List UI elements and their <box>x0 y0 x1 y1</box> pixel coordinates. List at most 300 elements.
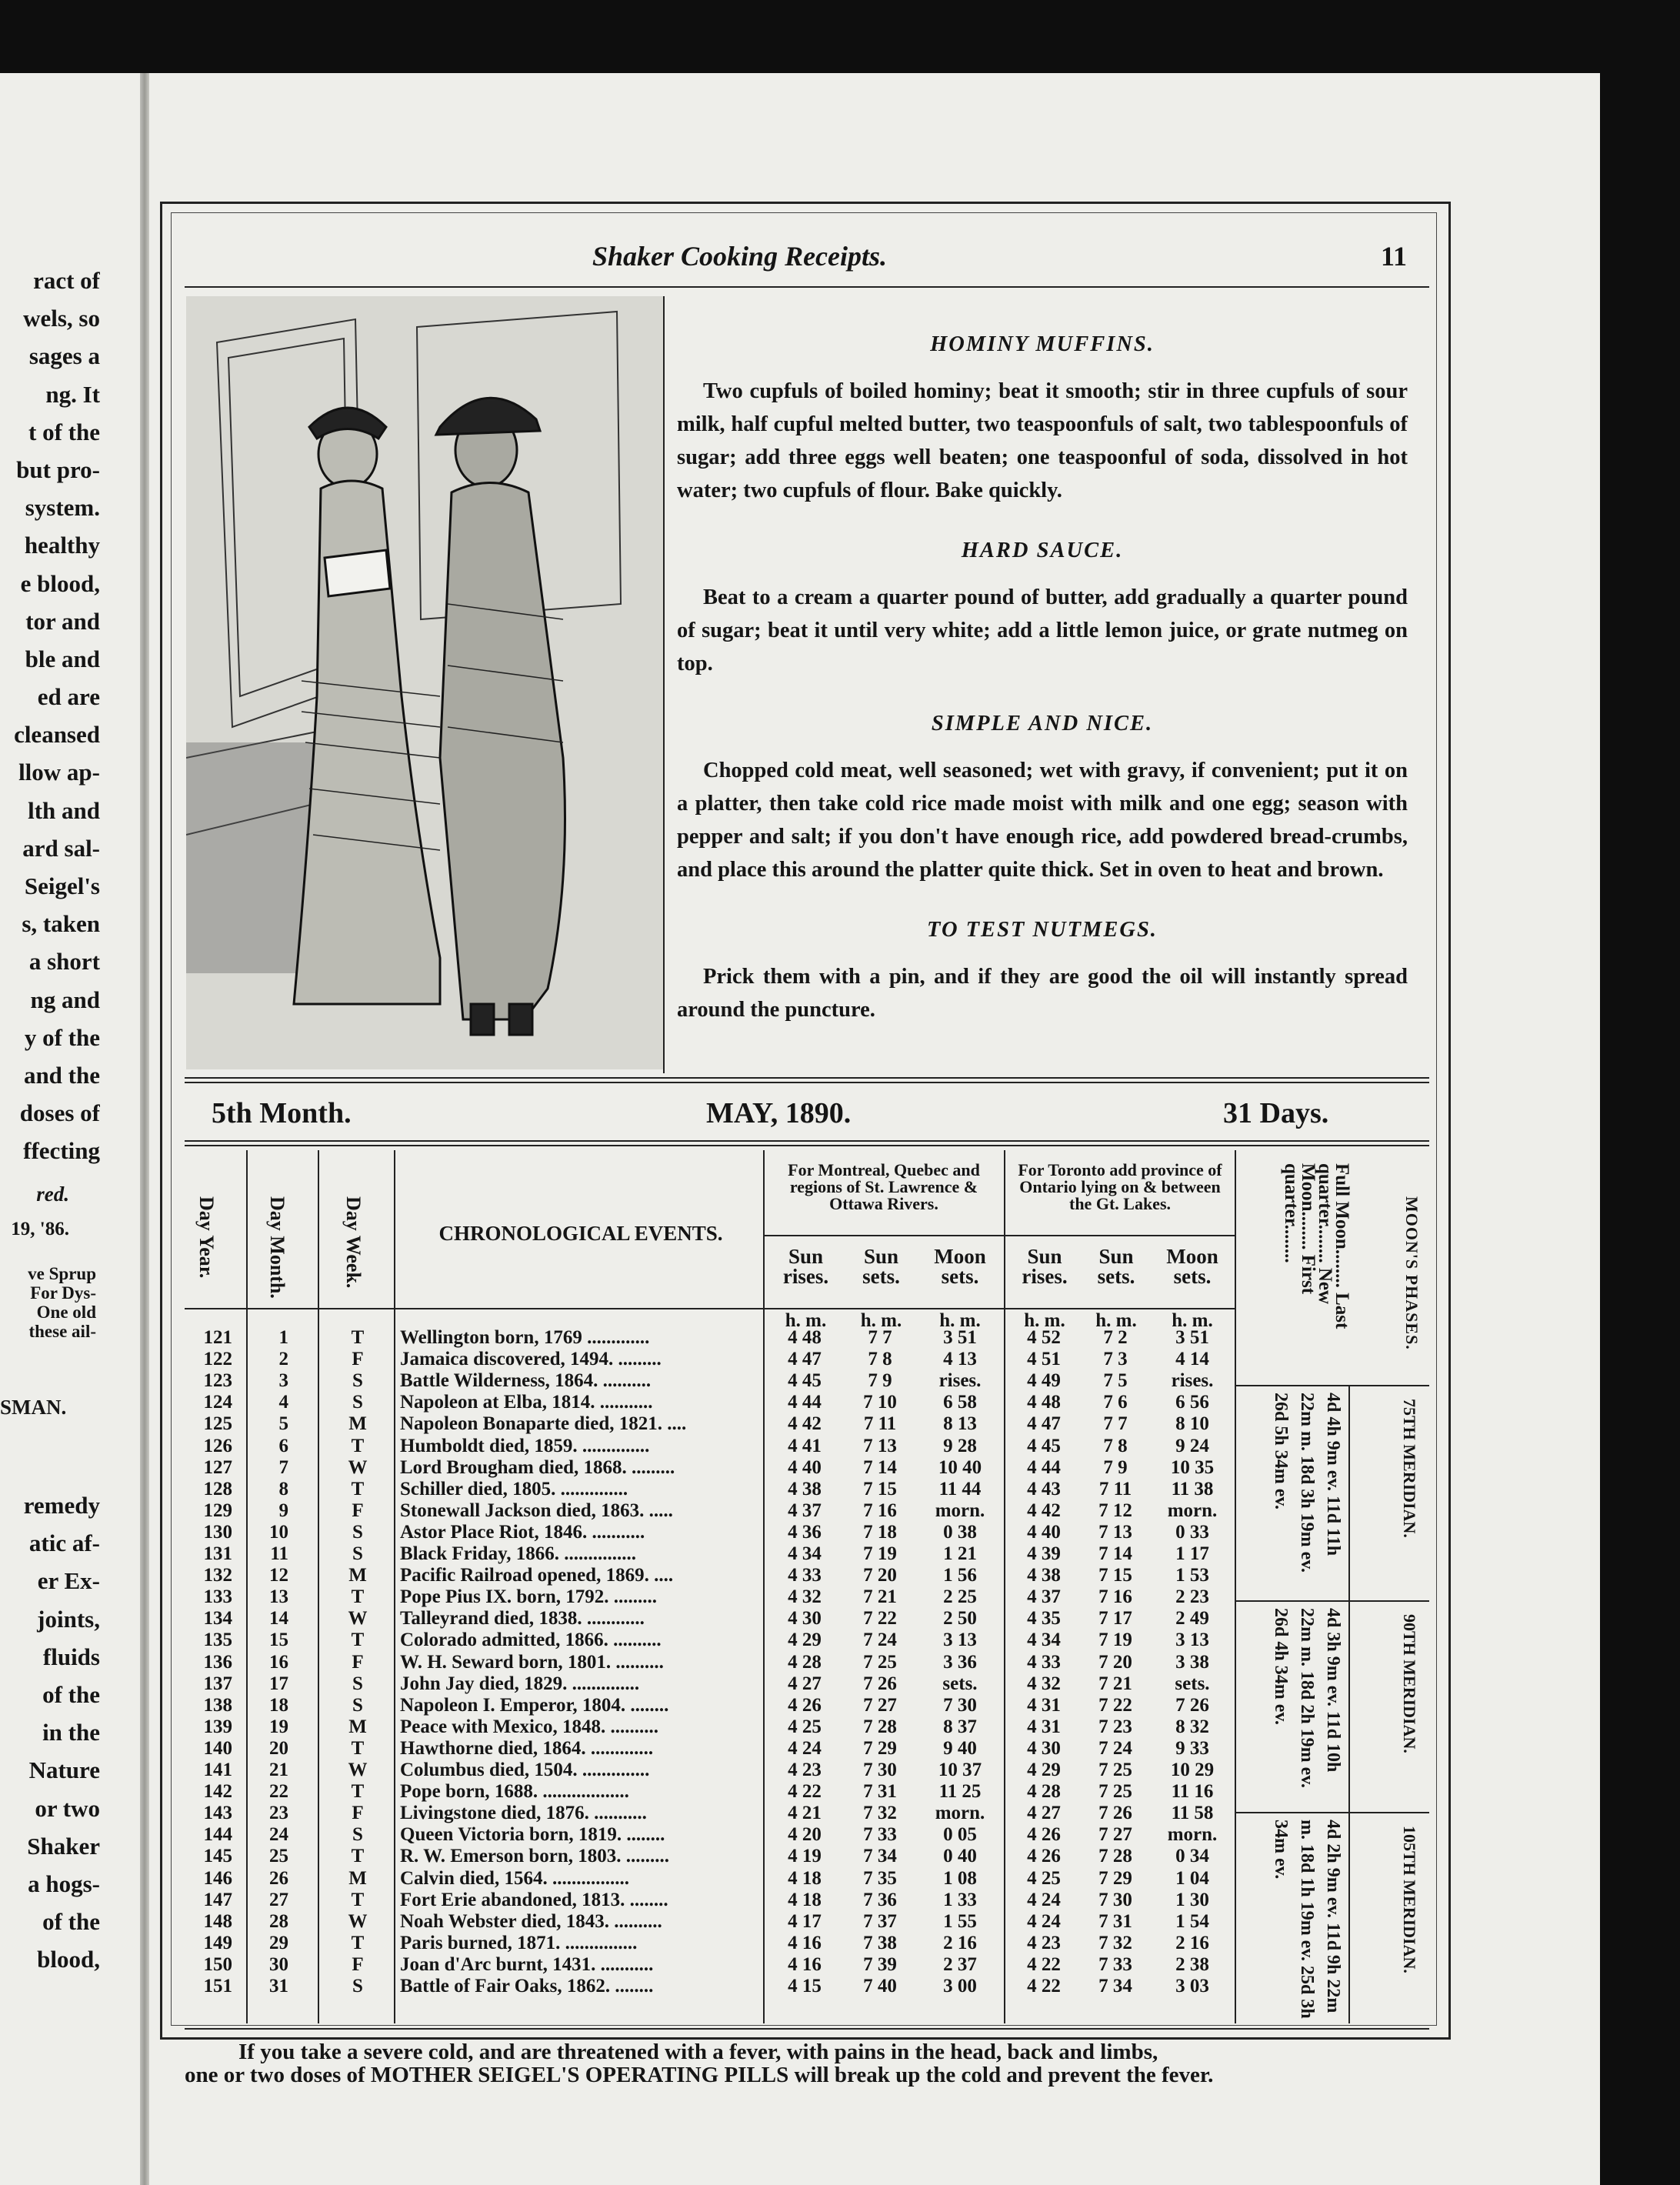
cell-event: Colorado admitted, 1866. .......... <box>400 1630 662 1651</box>
cell-sun-sets-montreal: 7 28 <box>863 1716 897 1737</box>
cell-sun-rises-montreal: 4 18 <box>788 1889 822 1910</box>
cell-day-week: S <box>352 1392 363 1413</box>
cell-sun-rises-toronto: 4 24 <box>1027 1889 1061 1910</box>
hm-5: h. m. <box>1095 1310 1137 1331</box>
cell-sun-sets-toronto: 7 7 <box>1103 1413 1128 1435</box>
cell-moon-sets-montreal: 11 44 <box>938 1478 982 1499</box>
cell-day-week: S <box>352 1694 363 1716</box>
cell-day-year: 150 <box>203 1953 232 1975</box>
cell-day-year: 133 <box>203 1586 232 1608</box>
rule-c1 <box>246 1150 248 2023</box>
cell-event: Paris burned, 1871. ............... <box>400 1932 638 1953</box>
cell-moon-sets-toronto: morn. <box>1167 1499 1218 1521</box>
cell-sun-sets-toronto: 7 2 <box>1103 1327 1128 1348</box>
left-fragment-line: healthy <box>24 532 100 559</box>
cell-day-week: M <box>348 1565 367 1586</box>
rule-c6 <box>1235 1150 1236 2023</box>
cell-sun-sets-toronto: 7 14 <box>1098 1543 1132 1564</box>
cell-sun-sets-toronto: 7 3 <box>1103 1349 1128 1370</box>
cell-moon-sets-montreal: 0 38 <box>943 1521 977 1543</box>
left-fragment-line: a short <box>28 948 100 976</box>
cell-day-year: 146 <box>203 1867 232 1889</box>
cell-moon-sets-montreal: 2 16 <box>943 1932 977 1953</box>
phases-labels: Full Moon........ Last quarter........ New Moon........ First quarter........ <box>1281 1163 1352 1329</box>
cell-sun-rises-montreal: 4 28 <box>788 1651 822 1673</box>
cell-day-year: 144 <box>203 1824 232 1846</box>
cell-sun-rises-toronto: 4 48 <box>1027 1392 1061 1413</box>
cell-day-year: 151 <box>203 1976 232 1997</box>
hm-2: h. m. <box>860 1310 902 1331</box>
cell-event: Calvin died, 1564. ................ <box>400 1867 629 1889</box>
rule-c5 <box>1004 1150 1005 2023</box>
cell-sun-rises-montreal: 4 33 <box>788 1565 822 1586</box>
left-fragment-line: y of the <box>24 1023 100 1051</box>
header-sun-sets-m: Sun sets. <box>862 1245 900 1288</box>
cell-event: Pacific Railroad opened, 1869. .... <box>400 1565 674 1586</box>
left-note-line: For Dys- <box>30 1283 96 1303</box>
cell-sun-rises-montreal: 4 19 <box>788 1846 822 1867</box>
cell-sun-rises-toronto: 4 49 <box>1027 1370 1061 1392</box>
cell-moon-sets-toronto: 0 33 <box>1175 1521 1209 1543</box>
recipe-title: TO TEST NUTMEGS. <box>927 918 1158 942</box>
cell-day-week: F <box>352 1803 364 1824</box>
recipe-text: Prick them with a pin, and if they are good the oil will instantly spread around the puncture. <box>677 965 1408 1022</box>
cell-day-month: 29 <box>269 1932 288 1953</box>
cell-day-week: T <box>351 1846 365 1867</box>
cell-day-week: W <box>348 1456 368 1478</box>
cell-day-month: 1 <box>278 1327 288 1348</box>
cell-sun-sets-toronto: 7 24 <box>1098 1737 1132 1759</box>
cell-sun-sets-montreal: 7 33 <box>863 1824 897 1846</box>
cell-moon-sets-montreal: 3 51 <box>943 1327 977 1348</box>
cell-moon-sets-montreal: 1 08 <box>943 1867 977 1889</box>
cell-sun-sets-toronto: 7 25 <box>1098 1781 1132 1803</box>
cell-sun-sets-toronto: 7 23 <box>1098 1716 1132 1737</box>
cell-sun-sets-montreal: 7 37 <box>863 1910 897 1932</box>
cell-sun-rises-montreal: 4 16 <box>788 1932 822 1953</box>
cell-sun-sets-montreal: 7 31 <box>863 1781 897 1803</box>
recipe-title: HOMINY MUFFINS. <box>930 332 1155 356</box>
header-sun-sets-t: Sun sets. <box>1097 1245 1135 1288</box>
cell-sun-rises-montreal: 4 42 <box>788 1413 822 1435</box>
cell-sun-rises-montreal: 4 41 <box>788 1435 822 1456</box>
cell-sun-sets-toronto: 7 11 <box>1098 1478 1132 1499</box>
cell-day-month: 5 <box>278 1413 288 1435</box>
left-fragment-line: ed are <box>37 683 100 711</box>
left-page-fragment <box>0 262 100 1170</box>
left-note-2: 19, '86. <box>11 1219 69 1239</box>
cell-event: Jamaica discovered, 1494. ......... <box>400 1349 662 1370</box>
cell-day-week: M <box>348 1867 367 1889</box>
cell-day-month: 3 <box>278 1370 288 1392</box>
left-fragment-line: fluids <box>42 1643 100 1670</box>
cell-sun-sets-toronto: 7 28 <box>1098 1846 1132 1867</box>
cell-sun-rises-montreal: 4 38 <box>788 1478 822 1499</box>
cell-sun-sets-toronto: 7 34 <box>1098 1976 1132 1997</box>
cell-sun-rises-montreal: 4 15 <box>788 1976 822 1997</box>
left-fragment-line: lth and <box>28 796 100 824</box>
left-fragment-line: er Ex- <box>37 1567 100 1595</box>
cell-day-month: 16 <box>269 1651 288 1673</box>
header-sun-rises-m: Sun rises. <box>782 1245 829 1288</box>
cell-sun-rises-toronto: 4 35 <box>1027 1608 1061 1630</box>
month-year: MAY, 1890. <box>706 1097 852 1129</box>
cell-day-month: 31 <box>269 1976 288 1997</box>
recipes-column <box>677 327 1408 1052</box>
left-fragment-line: t of the <box>28 418 100 445</box>
cell-sun-rises-toronto: 4 32 <box>1027 1673 1061 1694</box>
cell-day-month: 26 <box>269 1867 288 1889</box>
cell-day-week: F <box>352 1953 364 1975</box>
cell-day-month: 10 <box>269 1521 288 1543</box>
left-fragment-line: a hogs- <box>28 1870 100 1897</box>
hm-6: h. m. <box>1172 1310 1213 1331</box>
left-fragment-line: s, taken <box>22 910 100 938</box>
footer-notice <box>185 2040 1446 2087</box>
left-note-line: these ail- <box>28 1322 96 1341</box>
cell-day-week: T <box>351 1327 365 1348</box>
cell-moon-sets-toronto: 9 24 <box>1175 1435 1209 1456</box>
cell-day-year: 128 <box>203 1478 232 1499</box>
cell-sun-rises-toronto: 4 29 <box>1027 1760 1061 1780</box>
meridian-90-name: 90TH MERIDIAN. <box>1400 1614 1419 1753</box>
cell-sun-rises-montreal: 4 36 <box>788 1521 822 1543</box>
cell-moon-sets-toronto: morn. <box>1167 1824 1218 1846</box>
cell-sun-rises-toronto: 4 44 <box>1027 1456 1061 1478</box>
left-fragment-line: remedy <box>23 1492 100 1519</box>
cell-moon-sets-toronto: 2 38 <box>1175 1953 1209 1975</box>
cell-day-year: 134 <box>203 1608 232 1630</box>
cell-day-year: 123 <box>203 1370 232 1392</box>
cell-day-year: 125 <box>203 1413 232 1435</box>
cell-event: Hawthorne died, 1864. ............. <box>400 1737 654 1759</box>
cell-day-week: S <box>352 1673 363 1694</box>
cell-moon-sets-montreal: 1 33 <box>943 1889 977 1910</box>
cell-moon-sets-montreal: 2 25 <box>943 1586 977 1608</box>
cell-moon-sets-montreal: 0 40 <box>943 1846 977 1867</box>
cell-day-week: T <box>351 1932 365 1953</box>
cell-moon-sets-montreal: 9 28 <box>943 1435 977 1456</box>
cell-moon-sets-montreal: 3 36 <box>943 1651 977 1673</box>
cell-moon-sets-toronto: 2 49 <box>1175 1608 1209 1630</box>
cell-sun-rises-toronto: 4 23 <box>1027 1932 1061 1953</box>
cell-sun-rises-toronto: 4 47 <box>1027 1413 1061 1435</box>
rule-c7 <box>1348 1385 1350 2023</box>
left-fragment-line: Nature <box>28 1756 100 1784</box>
left-fragment-line: but pro- <box>16 455 100 483</box>
cell-sun-rises-montreal: 4 18 <box>788 1867 822 1889</box>
left-fragment-line: ract of <box>33 267 100 294</box>
cell-moon-sets-toronto: 7 26 <box>1175 1694 1209 1716</box>
illustration-couple-at-window <box>186 296 663 1069</box>
cell-event: Battle Wilderness, 1864. .......... <box>400 1370 652 1392</box>
cell-sun-sets-toronto: 7 5 <box>1103 1370 1128 1392</box>
left-fragment-line: sages a <box>28 342 100 370</box>
cell-day-week: F <box>352 1499 364 1521</box>
cell-sun-sets-toronto: 7 27 <box>1098 1824 1132 1846</box>
cell-sun-sets-montreal: 7 32 <box>863 1803 897 1824</box>
cell-sun-rises-toronto: 4 27 <box>1027 1803 1061 1824</box>
cell-day-month: 22 <box>269 1781 288 1803</box>
hm-4: h. m. <box>1024 1310 1065 1331</box>
cell-sun-rises-montreal: 4 45 <box>788 1370 822 1392</box>
table-bottom-rule <box>185 2028 1429 2030</box>
cell-sun-rises-montreal: 4 30 <box>788 1608 822 1630</box>
cell-sun-sets-montreal: 7 35 <box>863 1867 897 1889</box>
cell-sun-sets-toronto: 7 17 <box>1098 1608 1132 1630</box>
cell-day-year: 135 <box>203 1630 232 1651</box>
header-sun-rises-t: Sun rises. <box>1022 1245 1068 1288</box>
left-fragment-line: Seigel's <box>24 872 100 899</box>
header-montreal: For Montreal, Quebec and regions of St. Lawrence & Ottawa Rivers. <box>788 1160 980 1213</box>
left-fragment-line: Shaker <box>27 1832 100 1860</box>
cell-day-year: 124 <box>203 1392 232 1413</box>
cell-day-year: 143 <box>203 1803 232 1824</box>
cell-day-week: W <box>348 1608 368 1630</box>
cell-event: Pope born, 1688. .................. <box>400 1781 629 1803</box>
cell-sun-sets-montreal: 7 34 <box>863 1846 897 1867</box>
header-moon-sets-m: Moon sets. <box>934 1245 986 1288</box>
cell-sun-rises-toronto: 4 31 <box>1027 1716 1061 1737</box>
cell-moon-sets-toronto: 1 04 <box>1175 1867 1209 1889</box>
cell-sun-rises-montreal: 4 26 <box>788 1694 822 1716</box>
cell-sun-rises-toronto: 4 26 <box>1027 1824 1061 1846</box>
cell-sun-rises-toronto: 4 43 <box>1027 1478 1061 1499</box>
cell-sun-rises-toronto: 4 40 <box>1027 1521 1061 1543</box>
cell-sun-sets-toronto: 7 12 <box>1098 1499 1132 1521</box>
cell-moon-sets-toronto: 3 13 <box>1175 1630 1209 1651</box>
cell-sun-rises-montreal: 4 20 <box>788 1824 822 1846</box>
cell-moon-sets-toronto: 2 23 <box>1175 1586 1209 1608</box>
cell-moon-sets-toronto: 11 38 <box>1171 1478 1214 1499</box>
cell-sun-rises-montreal: 4 37 <box>788 1499 822 1521</box>
cell-sun-rises-toronto: 4 28 <box>1027 1781 1061 1803</box>
cell-event: Battle of Fair Oaks, 1862. ........ <box>400 1976 654 1997</box>
cell-sun-sets-montreal: 7 38 <box>863 1932 897 1953</box>
cell-event: R. W. Emerson born, 1803. ......... <box>400 1846 670 1867</box>
cell-sun-sets-toronto: 7 15 <box>1098 1565 1132 1586</box>
cell-sun-sets-toronto: 7 33 <box>1098 1953 1132 1975</box>
month-days: 31 Days. <box>1223 1097 1329 1129</box>
hm-1: h. m. <box>785 1310 827 1331</box>
cell-sun-rises-montreal: 4 17 <box>788 1910 822 1932</box>
cell-sun-rises-toronto: 4 51 <box>1027 1349 1061 1370</box>
cell-day-month: 14 <box>269 1608 288 1630</box>
rule-head <box>185 1308 1235 1309</box>
cell-sun-sets-montreal: 7 18 <box>863 1521 897 1543</box>
left-fragment-line: and the <box>23 1061 100 1089</box>
rule-sub <box>763 1235 1235 1236</box>
cell-sun-rises-toronto: 4 31 <box>1027 1694 1061 1716</box>
cell-day-year: 126 <box>203 1435 232 1456</box>
cell-day-week: W <box>348 1910 368 1932</box>
cell-day-week: S <box>352 1976 363 1997</box>
month-rule-bottom-2 <box>185 1145 1429 1146</box>
left-fragment-line: e blood, <box>20 569 100 597</box>
cell-moon-sets-montreal: 11 25 <box>938 1781 982 1803</box>
cell-sun-sets-toronto: 7 8 <box>1103 1435 1128 1456</box>
cell-moon-sets-toronto: 3 38 <box>1175 1651 1209 1673</box>
recipe-text: Chopped cold meat, well seasoned; wet with gravy, if convenient; put it on a platter, then take cold rice made moist with milk and one egg; season with pepper and salt; if you don't have enough rice, add powdered bread-crumbs, and place this around the platter quite thick. Set in oven to heat and brown. <box>677 759 1408 882</box>
cell-event: W. H. Seward born, 1801. .......... <box>400 1651 664 1673</box>
meridian-75-values: 4d 4h 9m ev. 11d 11h 22m m. 18d 3h 19m ev. 26d 5h 34m ev. <box>1271 1393 1343 1573</box>
cell-day-year: 139 <box>203 1716 232 1737</box>
cell-moon-sets-toronto: 3 51 <box>1175 1327 1209 1348</box>
meridian-75-name: 75TH MERIDIAN. <box>1400 1399 1419 1538</box>
cell-sun-sets-montreal: 7 26 <box>863 1673 897 1694</box>
left-fragment-line: or two <box>35 1794 100 1822</box>
left-fragment-line: system. <box>25 494 100 522</box>
cell-day-month: 8 <box>278 1478 288 1499</box>
rule-merid-3 <box>1235 1812 1429 1813</box>
left-fragment-line: ng and <box>30 986 100 1013</box>
cell-event: John Jay died, 1829. .............. <box>400 1673 640 1694</box>
header-moon-sets-t: Moon sets. <box>1166 1245 1218 1288</box>
cell-day-week: S <box>352 1543 363 1564</box>
cell-moon-sets-toronto: 10 35 <box>1170 1456 1215 1478</box>
cell-sun-sets-toronto: 7 31 <box>1098 1910 1132 1932</box>
cell-sun-sets-montreal: 7 15 <box>863 1478 897 1499</box>
rule-c3 <box>394 1150 395 2023</box>
cell-sun-sets-montreal: 7 8 <box>868 1349 892 1370</box>
cell-moon-sets-toronto: 1 30 <box>1175 1889 1209 1910</box>
cell-sun-rises-toronto: 4 45 <box>1027 1435 1061 1456</box>
cell-day-week: T <box>351 1435 365 1456</box>
cell-sun-rises-toronto: 4 33 <box>1027 1651 1061 1673</box>
head-rule <box>185 286 1429 288</box>
cell-day-week: S <box>352 1521 363 1543</box>
cell-moon-sets-toronto: 6 56 <box>1175 1392 1209 1413</box>
cell-sun-rises-montreal: 4 48 <box>788 1327 822 1348</box>
cell-moon-sets-toronto: 4 14 <box>1175 1349 1209 1370</box>
footer-line-2: one or two doses of MOTHER SEIGEL'S OPERATING PILLS will break up the cold and prevent the fever. <box>185 2063 1214 2087</box>
cell-day-month: 25 <box>269 1846 288 1867</box>
recipe-text: Beat to a cream a quarter pound of butter, add gradually a quarter pound of sugar; beat it until very white; add a little lemon juice, or grate nutmeg on top. <box>677 585 1408 676</box>
cell-sun-rises-montreal: 4 16 <box>788 1953 822 1975</box>
cell-sun-sets-montreal: 7 13 <box>863 1435 897 1456</box>
cell-day-year: 130 <box>203 1521 232 1543</box>
cell-moon-sets-toronto: 2 16 <box>1175 1932 1209 1953</box>
meridian-90-values: 4d 3h 9m ev. 11d 10h 22m m. 18d 2h 19m ev. 26d 4h 34m ev. <box>1271 1608 1343 1788</box>
cell-day-week: T <box>351 1478 365 1499</box>
page-gutter <box>140 73 149 2185</box>
cell-moon-sets-montreal: rises. <box>938 1370 982 1392</box>
cell-event: Napoleon at Elba, 1814. ........... <box>400 1392 653 1413</box>
cell-sun-sets-toronto: 7 21 <box>1098 1673 1132 1694</box>
cell-event: Napoleon I. Emperor, 1804. ........ <box>400 1694 669 1716</box>
cell-event: Black Friday, 1866. ............... <box>400 1543 636 1564</box>
header-events: CHRONOLOGICAL EVENTS. <box>438 1222 723 1245</box>
cell-day-year: 148 <box>203 1910 232 1932</box>
cell-day-month: 17 <box>269 1673 288 1694</box>
cell-sun-sets-montreal: 7 25 <box>863 1651 897 1673</box>
left-fragment-line: cleansed <box>14 721 100 749</box>
cell-day-week: F <box>352 1349 364 1370</box>
cell-sun-sets-montreal: 7 40 <box>863 1976 897 1997</box>
cell-day-month: 6 <box>278 1435 288 1456</box>
left-fragment-line: llow ap- <box>18 759 100 786</box>
rule-c2 <box>318 1150 319 2023</box>
cell-moon-sets-montreal: 10 40 <box>938 1456 982 1478</box>
left-fragment-line: ffecting <box>23 1137 100 1165</box>
cell-event: Talleyrand died, 1838. ............ <box>400 1608 645 1630</box>
cell-event: Astor Place Riot, 1846. ........... <box>400 1521 645 1543</box>
cell-sun-sets-toronto: 7 32 <box>1098 1932 1132 1953</box>
header-day-month: Day Month. <box>266 1196 288 1299</box>
cell-day-year: 132 <box>203 1565 232 1586</box>
cell-sun-sets-montreal: 7 14 <box>863 1456 897 1478</box>
left-fragment-line: ble and <box>25 645 100 672</box>
cell-moon-sets-toronto: sets. <box>1175 1673 1210 1694</box>
left-note-3 <box>0 1264 96 1341</box>
cell-moon-sets-montreal: 10 37 <box>938 1760 982 1780</box>
cell-moon-sets-montreal: 8 37 <box>943 1716 977 1737</box>
cell-day-month: 4 <box>278 1392 288 1413</box>
cell-sun-rises-montreal: 4 44 <box>788 1392 822 1413</box>
cell-sun-rises-toronto: 4 30 <box>1027 1737 1061 1759</box>
header-toronto: For Toronto add province of Ontario lying on & between the Gt. Lakes. <box>1018 1160 1222 1213</box>
cell-day-year: 149 <box>203 1932 232 1953</box>
cell-moon-sets-montreal: 4 13 <box>943 1349 977 1370</box>
left-fragment-line: atic af- <box>28 1530 100 1557</box>
left-fragment-line: doses of <box>19 1099 100 1127</box>
cell-sun-rises-toronto: 4 38 <box>1027 1565 1061 1586</box>
cell-moon-sets-montreal: 2 50 <box>943 1608 977 1630</box>
cell-sun-rises-montreal: 4 25 <box>788 1716 822 1737</box>
cell-moon-sets-montreal: sets. <box>942 1673 978 1694</box>
cell-sun-rises-toronto: 4 37 <box>1027 1586 1061 1608</box>
cell-day-month: 12 <box>269 1565 288 1586</box>
cell-day-month: 21 <box>269 1760 288 1780</box>
cell-day-year: 127 <box>203 1456 232 1478</box>
cell-day-year: 141 <box>203 1760 232 1780</box>
left-fragment-line: of the <box>42 1680 100 1708</box>
cell-sun-rises-montreal: 4 27 <box>788 1673 822 1694</box>
left-page-fragment-2 <box>0 1486 100 1978</box>
cell-sun-rises-toronto: 4 42 <box>1027 1499 1061 1521</box>
header-day-year: Day Year. <box>195 1196 218 1279</box>
cell-sun-rises-toronto: 4 22 <box>1027 1976 1061 1997</box>
cell-sun-rises-toronto: 4 39 <box>1027 1543 1061 1564</box>
cell-day-year: 121 <box>203 1327 232 1348</box>
cell-moon-sets-toronto: 1 54 <box>1175 1910 1209 1932</box>
cell-sun-rises-toronto: 4 34 <box>1027 1630 1061 1651</box>
cell-day-month: 19 <box>269 1716 288 1737</box>
recipe-text: Two cupfuls of boiled hominy; beat it smooth; stir in three cupfuls of sour milk, half cupful melted butter, two teaspoonfuls of salt, two tablespoonfuls of sugar; add three eggs well beaten; one teaspoonful of soda, dissolved in hot water; two cupfuls of flour. Bake quickly. <box>677 379 1408 502</box>
cell-day-month: 23 <box>269 1803 288 1824</box>
cell-moon-sets-montreal: 0 05 <box>943 1824 977 1846</box>
cell-sun-rises-toronto: 4 24 <box>1027 1910 1061 1932</box>
cell-moon-sets-montreal: 3 00 <box>943 1976 977 1997</box>
cell-sun-rises-toronto: 4 26 <box>1027 1846 1061 1867</box>
left-fragment-line: wels, so <box>23 305 100 332</box>
cell-moon-sets-toronto: 11 16 <box>1171 1781 1214 1803</box>
cell-day-week: M <box>348 1716 367 1737</box>
cell-sun-rises-montreal: 4 24 <box>788 1737 822 1759</box>
recipe-title: HARD SAUCE. <box>961 539 1124 562</box>
cell-event: Livingstone died, 1876. ........... <box>400 1803 647 1824</box>
cell-sun-rises-montreal: 4 23 <box>788 1760 822 1780</box>
cell-moon-sets-toronto: 1 17 <box>1175 1543 1209 1564</box>
cell-sun-rises-montreal: 4 40 <box>788 1456 822 1478</box>
cell-moon-sets-montreal: 1 55 <box>943 1910 977 1932</box>
header-day-week: Day Week. <box>342 1196 365 1289</box>
cell-event: Joan d'Arc burnt, 1431. ........... <box>400 1953 654 1975</box>
cell-sun-sets-montreal: 7 30 <box>863 1760 897 1780</box>
left-fragment-line: ard sal- <box>22 834 100 862</box>
month-rule-top <box>185 1077 1429 1079</box>
cell-event: Pope Pius IX. born, 1792. ......... <box>400 1586 658 1608</box>
